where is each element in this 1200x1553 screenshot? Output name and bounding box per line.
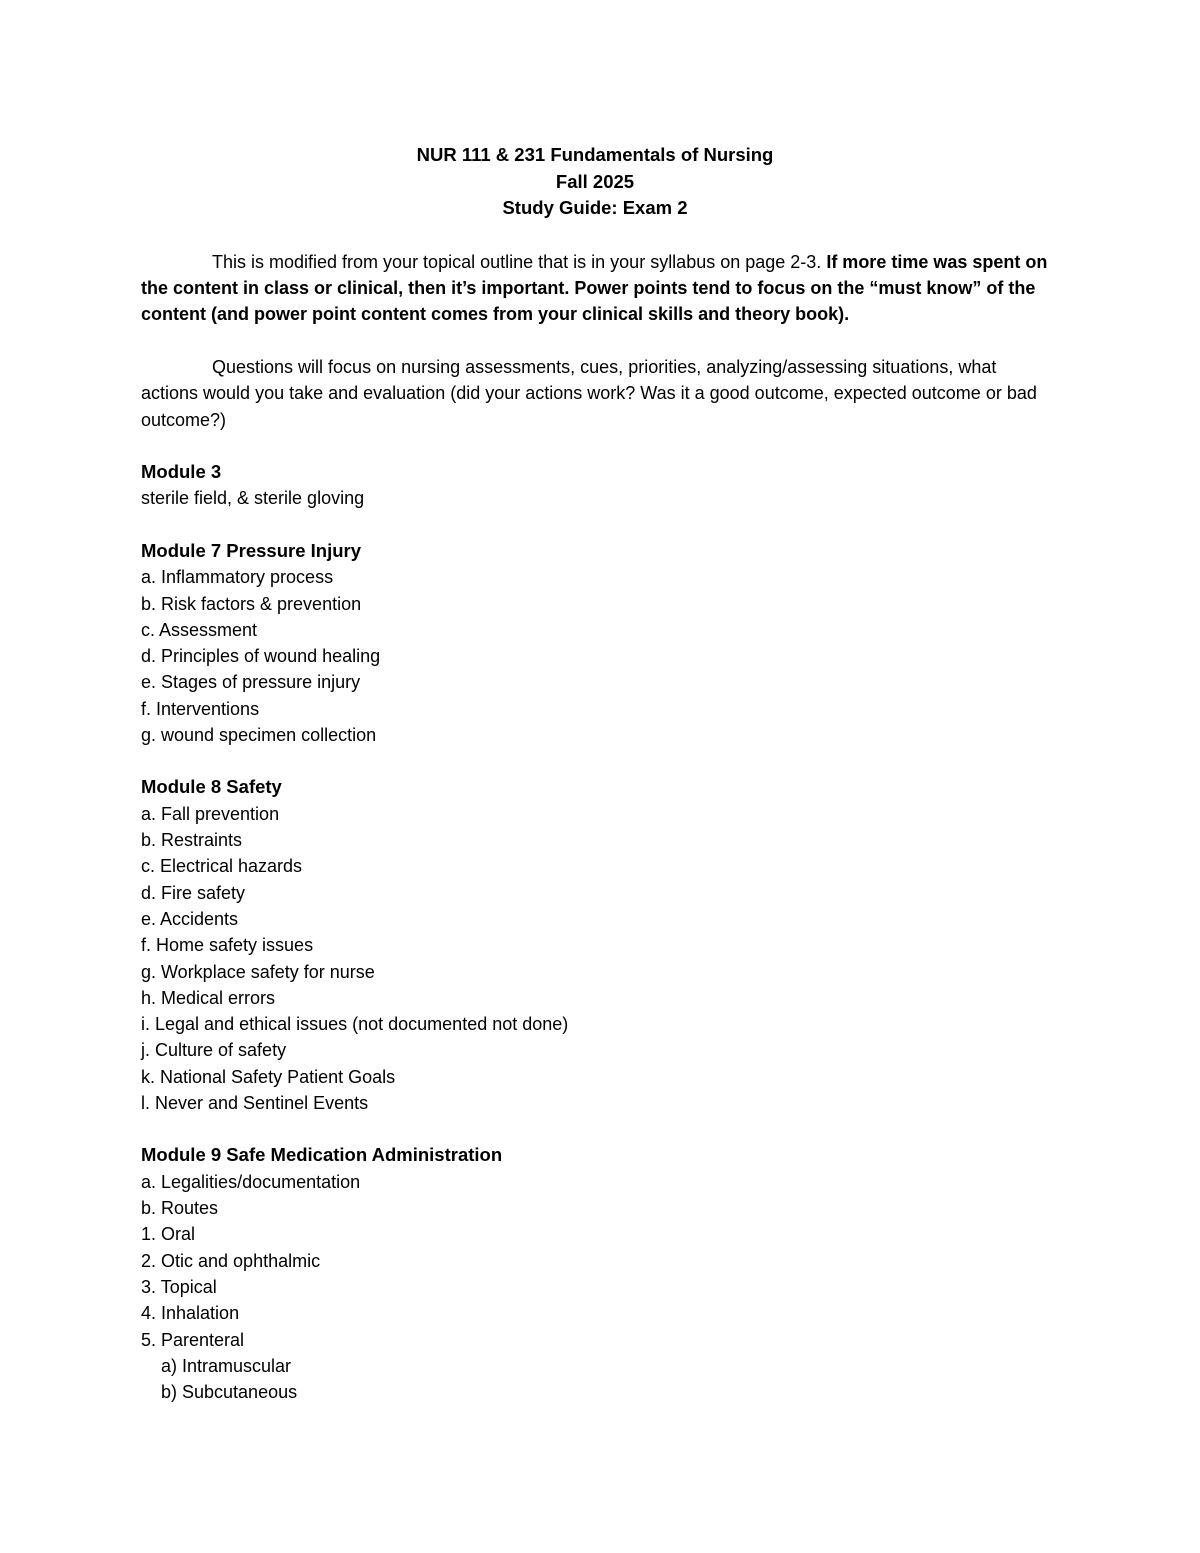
list-item: c. Electrical hazards: [141, 856, 303, 877]
intro-bold-text: If more time was spent on the content in class or clinical, then it’s important. Power points tend to focus on the “must know” of the content (and power point content comes from your clinical skills and theory book).: [141, 251, 1048, 325]
module-title: Module 8 Safety: [141, 776, 282, 798]
list-sub-item: b) Subcutaneous: [161, 1382, 298, 1403]
list-item: 1. Oral: [141, 1224, 196, 1245]
list-item: b. Routes: [141, 1198, 219, 1219]
module-section: [141, 1142, 1053, 1405]
list-item: k. National Safety Patient Goals: [141, 1066, 396, 1087]
list-sub-item: a) Intramuscular: [161, 1355, 292, 1376]
list-item: g. Workplace safety for nurse: [141, 961, 375, 982]
list-item: 5. Parenteral: [141, 1329, 245, 1350]
document-header: [137, 142, 1053, 222]
module-section: [141, 774, 1053, 1116]
list-item: 3. Topical: [141, 1277, 217, 1298]
list-item: j. Culture of safety: [141, 1040, 287, 1061]
questions-note-paragraph: Questions will focus on nursing assessments, cues, priorities, analyzing/assessing situations, what actions would you take and evaluation (did your actions work? Was it a good outcome, expected outcome or bad outcome?): [141, 356, 1037, 430]
list-item: c. Assessment: [141, 619, 258, 640]
document-content: [141, 142, 1053, 1406]
list-item: d. Principles of wound healing: [141, 646, 381, 667]
list-item: l. Never and Sentinel Events: [141, 1093, 369, 1114]
list-item: b. Risk factors & prevention: [141, 593, 362, 614]
module-title: Module 9 Safe Medication Administration: [141, 1144, 503, 1166]
list-item: e. Accidents: [141, 909, 239, 929]
list-item: sterile field, & sterile gloving: [141, 488, 365, 509]
module-section: [141, 459, 1053, 512]
list-item: f. Home safety issues: [141, 935, 314, 956]
intro-paragraph: [141, 249, 1053, 328]
list-item: f. Interventions: [141, 698, 260, 719]
list-item: b. Restraints: [141, 830, 243, 851]
list-item: g. wound specimen collection: [141, 725, 377, 746]
list-item: a. Fall prevention: [141, 803, 280, 824]
list-item: e. Stages of pressure injury: [141, 672, 361, 693]
term-label: Fall 2025: [555, 170, 635, 192]
intro-normal-text: This is modified from your topical outline that is in your syllabus on page 2-3.: [212, 251, 827, 272]
list-item: h. Medical errors: [141, 987, 276, 1008]
module-title: Module 3: [141, 460, 222, 482]
list-item: a. Inflammatory process: [141, 567, 334, 588]
list-item: 4. Inhalation: [141, 1303, 240, 1324]
list-item: d. Fire safety: [141, 882, 246, 903]
course-title: NUR 111 & 231 Fundamentals of Nursing: [416, 144, 774, 165]
list-item: 2. Otic and ophthalmic: [141, 1250, 321, 1271]
list-item: a. Legalities/documentation: [141, 1171, 361, 1192]
list-item: i. Legal and ethical issues (not documented not done): [141, 1014, 569, 1035]
module-title: Module 7 Pressure Injury: [141, 539, 362, 561]
module-section: [141, 538, 1053, 749]
study-guide-title: Study Guide: Exam 2: [502, 197, 688, 218]
